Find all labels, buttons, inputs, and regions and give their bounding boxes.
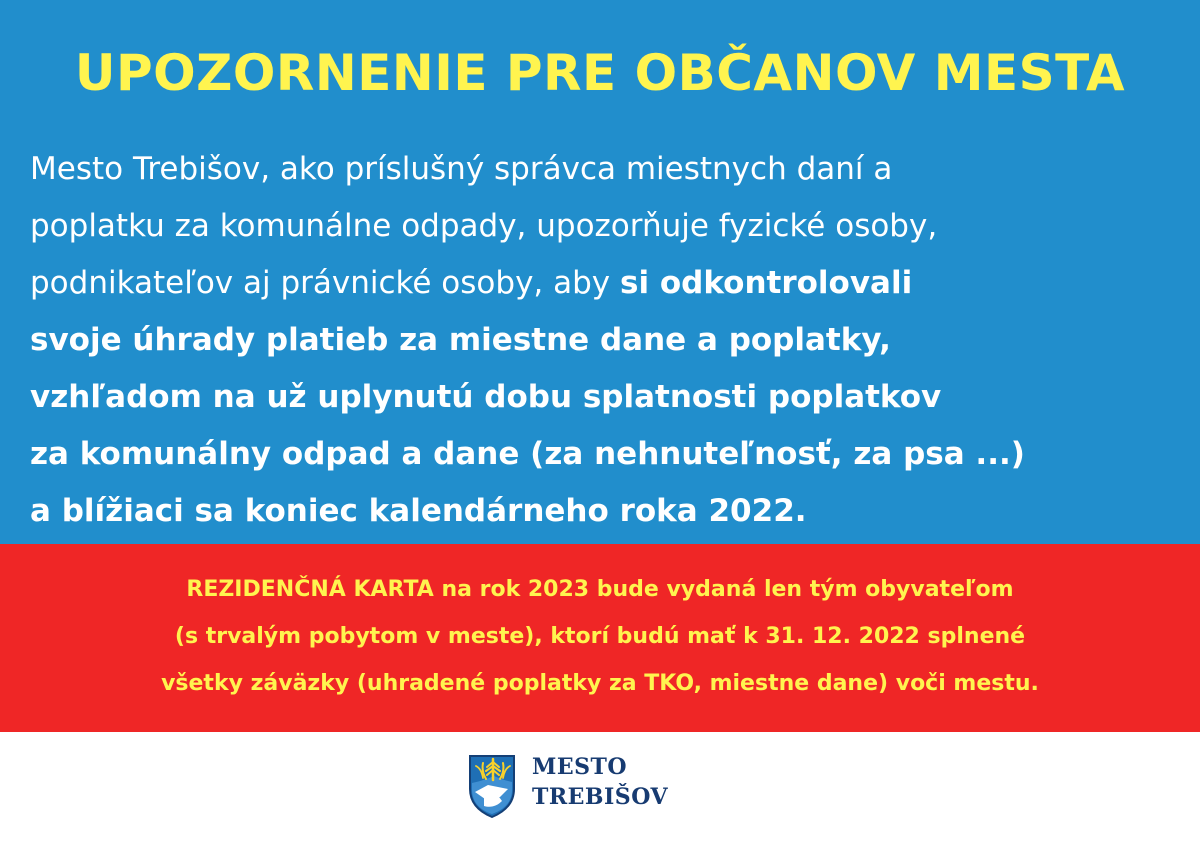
notice-headline: UPOZORNENIE PRE OBČANOV MESTA [74, 44, 1126, 102]
announcement-body [30, 141, 1180, 540]
logo-word-mesto: MESTO [532, 754, 628, 780]
body-line-5: vzhľadom na už uplynutú dobu splatnosti poplatkov [30, 379, 942, 415]
body-line-3 [30, 255, 1180, 312]
notice-line-2: (s trvalým pobytom v meste), ktorí budú mať k 31. 12. 2022 splnené [174, 624, 1026, 649]
body-line-4: svoje úhrady platieb za miestne dane a poplatky, [30, 322, 891, 358]
body-line-2: poplatku za komunálne odpady, upozorňuje fyzické osoby, [30, 208, 938, 244]
city-logo [466, 752, 696, 818]
resident-card-notice-panel [0, 544, 1200, 732]
body-line-7: a blížiaci sa koniec kalendárneho roka 2022. [30, 493, 807, 529]
notice-line-3: všetky záväzky (uhradené poplatky za TKO, miestne dane) voči mestu. [161, 671, 1039, 696]
body-line-1: Mesto Trebišov, ako príslušný správca miestnych daní a [30, 151, 893, 187]
body-line-6: za komunálny odpad a dane (za nehnuteľnosť, za psa ...) [30, 436, 1025, 472]
trebisov-coat-of-arms-icon [466, 754, 518, 818]
resident-card-notice [0, 566, 1200, 707]
notice-line-1: REZIDENČNÁ KARTA na rok 2023 bude vydaná len tým obyvateľom [186, 577, 1014, 602]
logo-word-trebisov: TREBIŠOV [532, 784, 669, 810]
city-logo-text [532, 752, 668, 812]
body-line-3-emphasis: si odkontrolovali [620, 265, 913, 301]
body-line-3-regular: podnikateľov aj právnické osoby, aby [30, 265, 620, 301]
